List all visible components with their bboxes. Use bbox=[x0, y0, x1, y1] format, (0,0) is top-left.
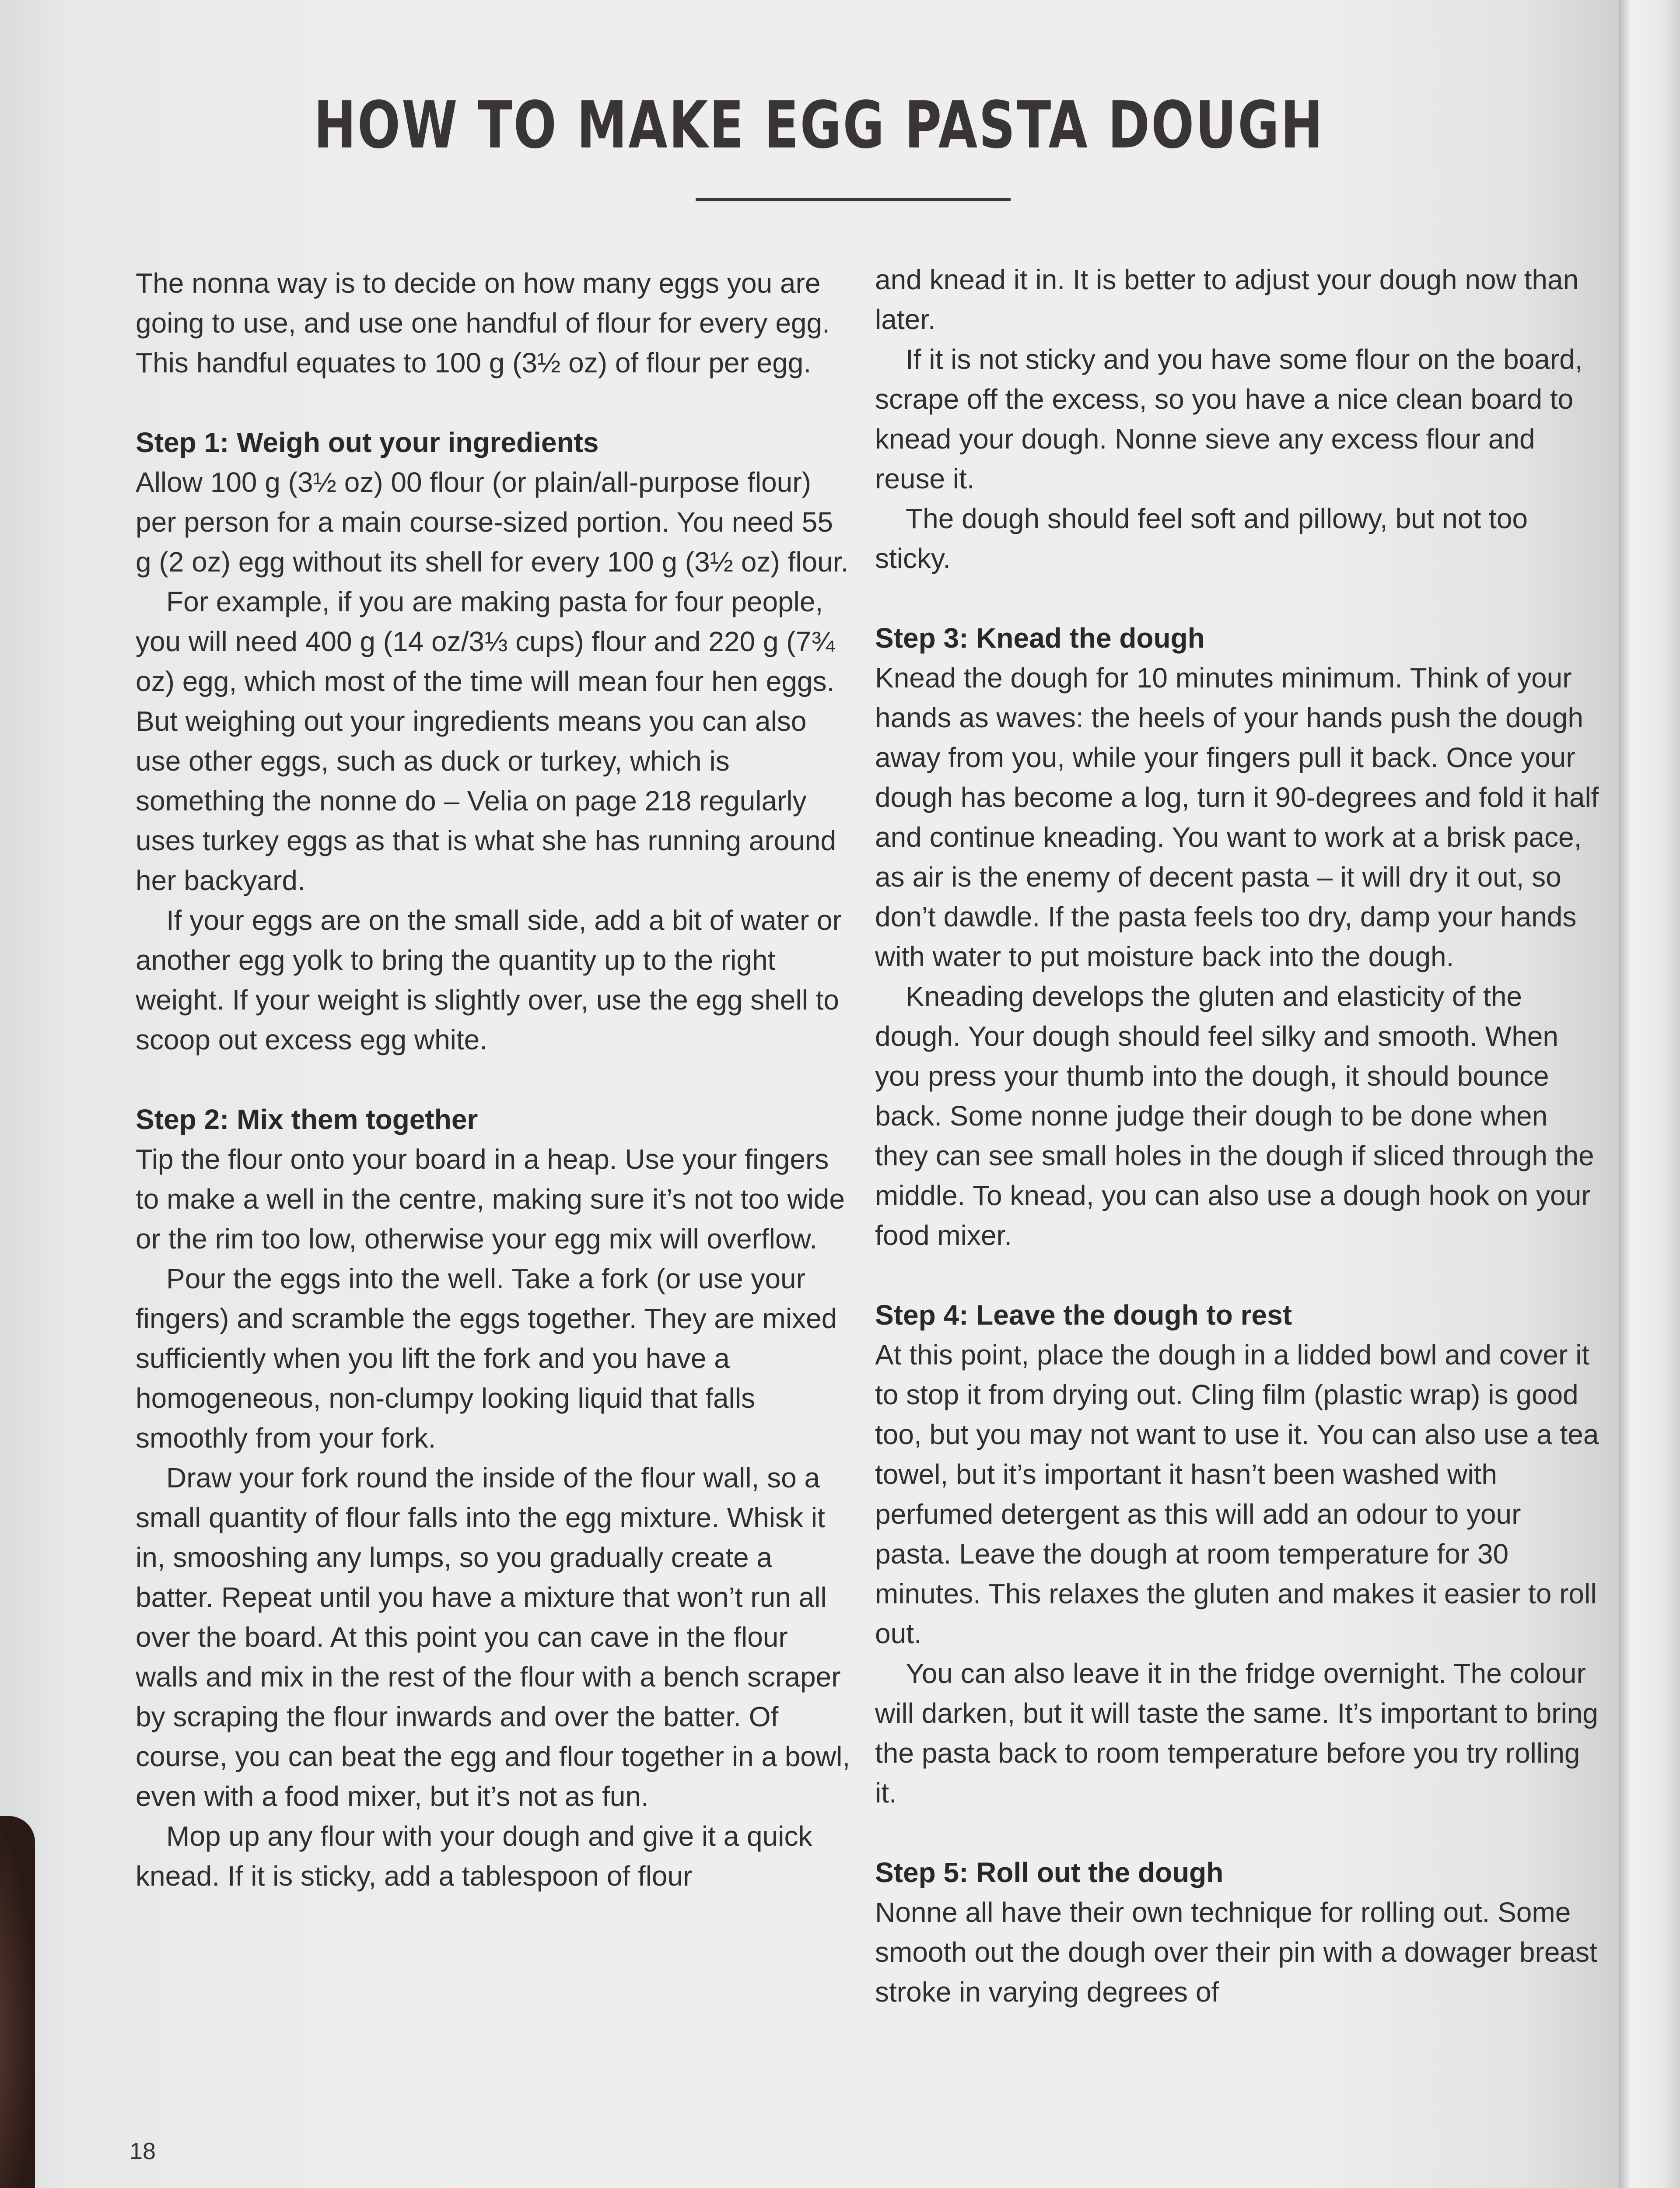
step1-paragraph-3: If your eggs are on the small side, add a bit of water or another egg yolk to bring the quantity up to the right weight. If your weight is slightly over, use the egg shell to scoop out excess egg white. bbox=[136, 905, 842, 1055]
intro-paragraph: The nonna way is to decide on how many eggs you are going to use, and use one handful of flour for every egg. This handful equates to 100 g (3½ oz) of flour per egg. bbox=[136, 267, 830, 379]
step3-paragraph-2: Kneading develops the gluten and elasticity of the dough. Your dough should feel silky and smooth. When you press your thumb into the dough, it should bounce back. Some nonne judge their dough to be done when they can see small holes in the dough if sliced through the middle. To knead, you can also use a dough hook on your food mixer. bbox=[875, 981, 1594, 1251]
spacer bbox=[875, 1813, 1601, 1853]
step2-paragraph-1: Tip the flour onto your board in a heap. Use your fingers to make a well in the centre, making sure it’s not too wide or the rim too low, otherwise your egg mix will overflow. bbox=[136, 1143, 845, 1255]
page-edge bbox=[1619, 0, 1680, 2188]
step2-paragraph-3: Draw your fork round the inside of the flour wall, so a small quantity of flour falls into the egg mixture. Whisk it in, smooshing any lumps, so you gradually create a batter. Repeat until you have a mixture that won’t run all over the board. At this point you can cave in the flour walls and mix in the rest of the flour with a bench scraper by scraping the flour inwards and over the batter. Of course, you can beat the egg and flour together in a bowl, even with a food mixer, but it’s not as fun. bbox=[136, 1462, 850, 1812]
spacer bbox=[136, 383, 853, 423]
step3-heading: Step 3: Knead the dough bbox=[875, 622, 1205, 654]
step2-paragraph-4: Mop up any flour with your dough and give it a quick knead. If it is sticky, add a tablespoon of flour bbox=[136, 1820, 812, 1892]
continued-paragraph-3: The dough should feel soft and pillowy, but not too sticky. bbox=[875, 503, 1528, 574]
holding-thumb bbox=[0, 1816, 35, 2188]
spacer bbox=[136, 1060, 853, 1100]
step1-paragraph-2: For example, if you are making pasta for four people, you will need 400 g (14 oz/3⅓ cups) flour and 220 g (7¾ oz) egg, which most of the time will mean four hen eggs. But weighing out your ingredients means you can also use other eggs, such as duck or turkey, which is something the nonne do – Velia on page 218 regularly uses turkey eggs as that is what she has running around her backyard. bbox=[136, 586, 836, 896]
page-title: HOW TO MAKE EGG PASTA DOUGH bbox=[314, 88, 1324, 163]
step1-paragraph-1: Allow 100 g (3½ oz) 00 flour (or plain/all-purpose flour) per person for a main course-sized portion. You need 55 g (2 oz) egg without its shell for every 100 g (3½ oz) flour. bbox=[136, 466, 849, 578]
step4-paragraph-2: You can also leave it in the fridge overnight. The colour will darken, but it will taste the same. It’s important to bring the pasta back to room temperature before you try rolling it. bbox=[875, 1658, 1598, 1809]
continued-paragraph-1: and knead it in. It is better to adjust your dough now than later. bbox=[875, 264, 1579, 335]
step4-paragraph-1: At this point, place the dough in a lidded bowl and cover it to stop it from drying out. Cling film (plastic wrap) is good too, but you may not want to use it. You can also use a tea towel, but it’s important it hasn’t been washed with perfumed detergent as this will add an odour to your pasta. Leave the dough at room temperature for 30 minutes. This relaxes the gluten and makes it easier to roll out. bbox=[875, 1339, 1599, 1649]
left-column bbox=[136, 263, 853, 1896]
title-underline bbox=[696, 198, 1011, 201]
step4-heading: Step 4: Leave the dough to rest bbox=[875, 1299, 1292, 1331]
step5-heading: Step 5: Roll out the dough bbox=[875, 1857, 1224, 1888]
spacer bbox=[875, 1255, 1601, 1295]
step5-paragraph-1: Nonne all have their own technique for rolling out. Some smooth out the dough over their pin with a dowager breast stroke in varying degrees of bbox=[875, 1897, 1597, 2008]
step3-paragraph-1: Knead the dough for 10 minutes minimum. Think of your hands as waves: the heels of your hands push the dough away from you, while your fingers pull it back. Once your dough has become a log, turn it 90-degrees and fold it half and continue kneading. You want to work at a brisk pace, as air is the enemy of decent pasta – it will dry it out, so don’t dawdle. If the pasta feels too dry, damp your hands with water to put moisture back into the dough. bbox=[875, 662, 1599, 972]
continued-paragraph-2: If it is not sticky and you have some flour on the board, scrape off the excess, so you have a nice clean board to knead your dough. Nonne sieve any excess flour and reuse it. bbox=[875, 344, 1583, 494]
page-number: 18 bbox=[130, 2138, 156, 2164]
step1-heading: Step 1: Weigh out your ingredients bbox=[136, 427, 599, 458]
right-column bbox=[875, 260, 1601, 2012]
step2-heading: Step 2: Mix them together bbox=[136, 1104, 478, 1135]
step2-paragraph-2: Pour the eggs into the well. Take a fork (or use your fingers) and scramble the eggs together. They are mixed sufficiently when you lift the fork and you have a homogeneous, non-clumpy looking liquid that falls smoothly from your fork. bbox=[136, 1263, 837, 1454]
spacer bbox=[875, 579, 1601, 618]
